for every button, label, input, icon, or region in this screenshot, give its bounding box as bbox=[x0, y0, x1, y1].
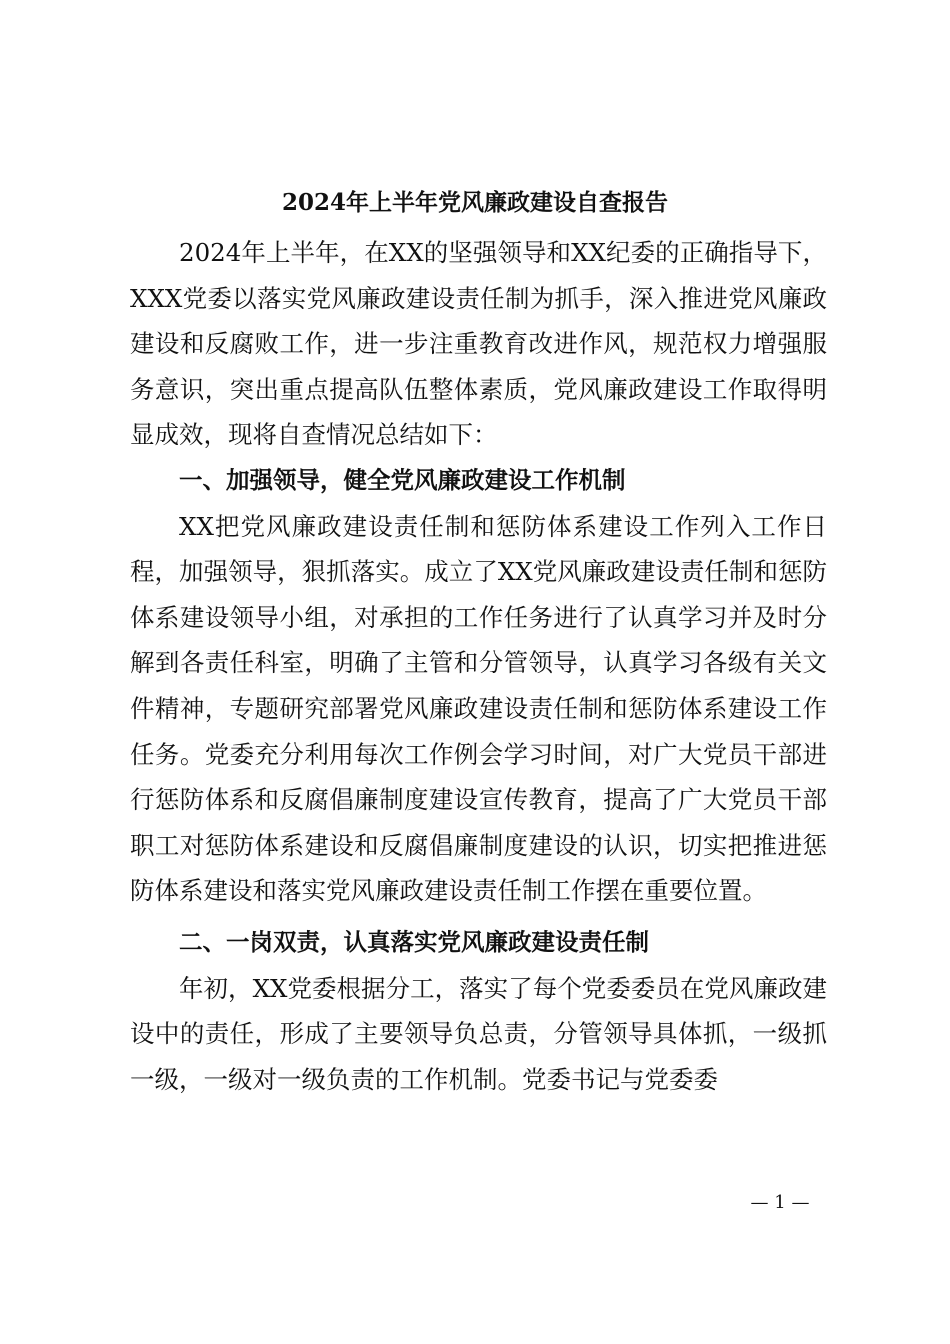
section-1-paragraph: XX把党风廉政建设责任制和惩防体系建设工作列入工作日程，加强领导，狠抓落实。成立了XX党风廉政建设责任制和惩防体系建设领导小组，对承担的工作任务进行了认真学习并及时分解到各责任科室，明确了主管和分管领导，认真学习各级有关文件精神，专题研究部署党风廉政建设责任制和惩防体系建设工作任务。党委充分利用每次工作例会学习时间，对广大党员干部进行惩防体系和反腐倡廉制度建设宣传教育，提高了广大党员干部职工对惩防体系建设和反腐倡廉制度建设的认识，切实把推进惩防体系建设和落实党风廉政建设责任制工作摆在重要位置。 bbox=[130, 511, 827, 906]
section-2-paragraph: 年初，XX党委根据分工，落实了每个党委委员在党风廉政建设中的责任，形成了主要领导负总责，分管领导具体抓，一级抓一级，一级对一级负责的工作机制。党委书记与党委委 bbox=[130, 973, 827, 1094]
section-2-heading: 二、一岗双责，认真落实党风廉政建设责任制 bbox=[179, 927, 649, 956]
document-body bbox=[130, 230, 827, 1102]
page-number: — 1 — bbox=[750, 1192, 810, 1213]
section-1-heading: 一、加强领导，健全党风廉政建设工作机制 bbox=[179, 465, 626, 494]
intro-paragraph: 2024年上半年，在XX的坚强领导和XX纪委的正确指导下，XXX党委以落实党风廉政建设责任制为抓手，深入推进党风廉政建设和反腐败工作，进一步注重教育改进作风，规范权力增强服务意识，突出重点提高队伍整体素质，党风廉政建设工作取得明显成效，现将自查情况总结如下： bbox=[130, 238, 827, 450]
document-title: 2024年上半年党风廉政建设自查报告 bbox=[281, 189, 668, 216]
